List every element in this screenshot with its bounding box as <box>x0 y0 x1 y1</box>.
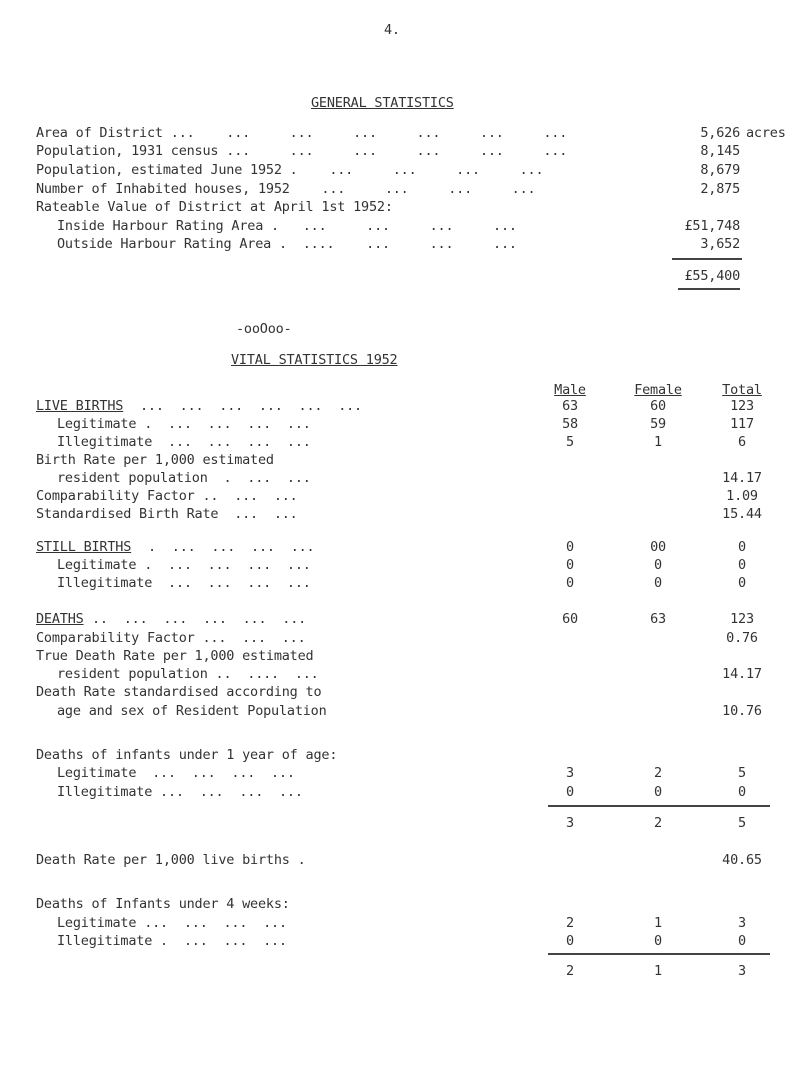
population-1952-label: Population, estimated June 1952 . ... ... ... ... <box>36 162 544 178</box>
death-comparability-label: Comparability Factor ... ... ... <box>36 630 306 646</box>
live-legitimate-total: 117 <box>730 416 754 432</box>
deaths-dots: .. ... ... ... ... ... <box>92 611 307 627</box>
infant-deaths-4wk-heading: Deaths of Infants under 4 weeks: <box>36 896 290 912</box>
true-death-rate-value: 14.17 <box>722 666 762 682</box>
birth-rate-value: 14.17 <box>722 470 762 486</box>
outside-harbour-value: 3,652 <box>700 236 740 252</box>
live-illegitimate-female: 1 <box>654 434 662 450</box>
infant-1yr-total-male: 3 <box>566 815 574 831</box>
infant-4wk-illegitimate-label: Illegitimate . ... ... ... <box>57 933 287 949</box>
still-illegitimate-total: 0 <box>738 575 746 591</box>
standardised-death-rate-label-2: age and sex of Resident Population <box>57 703 327 719</box>
infant-4wk-legitimate-male: 2 <box>566 915 574 931</box>
infant-1yr-total-female: 2 <box>654 815 662 831</box>
live-illegitimate-total: 6 <box>738 434 746 450</box>
standardised-death-rate-label-1: Death Rate standardised according to <box>36 684 322 700</box>
live-legitimate-female: 59 <box>650 416 666 432</box>
standardised-birth-rate-label: Standardised Birth Rate ... ... <box>36 506 298 522</box>
still-legitimate-label: Legitimate . ... ... ... ... <box>57 557 311 573</box>
still-illegitimate-label: Illegitimate ... ... ... ... <box>57 575 311 591</box>
houses-label: Number of Inhabited houses, 1952 ... ... ... ... <box>36 181 536 197</box>
column-total: Total <box>722 382 762 398</box>
total-rule <box>678 288 740 290</box>
population-1931-value: 8,145 <box>700 143 740 159</box>
still-births-male: 0 <box>566 539 574 555</box>
infant-4wk-legitimate-total: 3 <box>738 915 746 931</box>
outside-harbour-label: Outside Harbour Rating Area . .... ... ... ... <box>57 236 517 252</box>
birth-rate-label-1: Birth Rate per 1,000 estimated <box>36 452 274 468</box>
infant-1yr-legitimate-label: Legitimate ... ... ... ... <box>57 765 295 781</box>
infant-4wk-illegitimate-female: 0 <box>654 933 662 949</box>
infant-4wk-legitimate-female: 1 <box>654 915 662 931</box>
still-births-total: 0 <box>738 539 746 555</box>
live-births-female: 60 <box>650 398 666 414</box>
column-female: Female <box>634 382 682 398</box>
infant-1yr-illegitimate-total: 0 <box>738 784 746 800</box>
still-births-female: 00 <box>650 539 666 555</box>
still-legitimate-total: 0 <box>738 557 746 573</box>
infant-4wk-legitimate-label: Legitimate ... ... ... ... <box>57 915 287 931</box>
still-illegitimate-female: 0 <box>654 575 662 591</box>
infant-1yr-legitimate-female: 2 <box>654 765 662 781</box>
deaths-male: 60 <box>562 611 578 627</box>
true-death-rate-label-1: True Death Rate per 1,000 estimated <box>36 648 314 664</box>
live-births-dots: ... ... ... ... ... ... <box>140 398 362 414</box>
population-1952-value: 8,679 <box>700 162 740 178</box>
birth-comparability-value: 1.09 <box>726 488 758 504</box>
infant-death-rate-value: 40.65 <box>722 852 762 868</box>
still-legitimate-female: 0 <box>654 557 662 573</box>
still-births-heading: STILL BIRTHS <box>36 539 132 555</box>
infant-1yr-illegitimate-label: Illegitimate ... ... ... ... <box>57 784 303 800</box>
rateable-total: £55,400 <box>684 268 740 284</box>
population-1931-label: Population, 1931 census ... ... ... ... ... ... <box>36 143 568 159</box>
standardised-death-rate-value: 10.76 <box>722 703 762 719</box>
infant-1yr-illegitimate-male: 0 <box>566 784 574 800</box>
inside-harbour-value: £51,748 <box>684 218 740 234</box>
rateable-value-label: Rateable Value of District at April 1st 1952: <box>36 199 393 215</box>
live-legitimate-male: 58 <box>562 416 578 432</box>
vital-statistics-title: VITAL STATISTICS 1952 <box>231 352 398 368</box>
inside-harbour-label: Inside Harbour Rating Area . ... ... ... ... <box>57 218 517 234</box>
houses-value: 2,875 <box>700 181 740 197</box>
birth-rate-label-2: resident population . ... ... <box>57 470 311 486</box>
subtotal-rule <box>672 258 742 260</box>
area-value: 5,626 <box>700 125 740 141</box>
still-legitimate-male: 0 <box>566 557 574 573</box>
birth-comparability-label: Comparability Factor .. ... ... <box>36 488 298 504</box>
still-illegitimate-male: 0 <box>566 575 574 591</box>
infant-deaths-1yr-heading: Deaths of infants under 1 year of age: <box>36 747 338 763</box>
column-male: Male <box>554 382 586 398</box>
live-illegitimate-label: Illegitimate ... ... ... ... <box>57 434 311 450</box>
page-number: 4. <box>384 22 400 38</box>
live-births-male: 63 <box>562 398 578 414</box>
standardised-birth-rate-value: 15.44 <box>722 506 762 522</box>
infant-4wk-total-female: 1 <box>654 963 662 979</box>
general-statistics-title: GENERAL STATISTICS <box>311 95 454 111</box>
infant-1yr-legitimate-total: 5 <box>738 765 746 781</box>
live-legitimate-label: Legitimate . ... ... ... ... <box>57 416 311 432</box>
infant-1yr-legitimate-male: 3 <box>566 765 574 781</box>
deaths-heading: DEATHS <box>36 611 84 627</box>
live-births-heading: LIVE BIRTHS <box>36 398 124 414</box>
separator: -ooOoo- <box>236 321 292 337</box>
infant-1yr-total-total: 5 <box>738 815 746 831</box>
deaths-female: 63 <box>650 611 666 627</box>
infant-1yr-rule <box>548 805 770 807</box>
infant-4wk-illegitimate-total: 0 <box>738 933 746 949</box>
still-births-dots: . ... ... ... ... <box>148 539 315 555</box>
live-births-total: 123 <box>730 398 754 414</box>
area-label: Area of District ... ... ... ... ... ... ... <box>36 125 568 141</box>
live-illegitimate-male: 5 <box>566 434 574 450</box>
infant-4wk-total-male: 2 <box>566 963 574 979</box>
deaths-total: 123 <box>730 611 754 627</box>
death-comparability-value: 0.76 <box>726 630 758 646</box>
infant-4wk-illegitimate-male: 0 <box>566 933 574 949</box>
true-death-rate-label-2: resident population .. .... ... <box>57 666 319 682</box>
infant-1yr-illegitimate-female: 0 <box>654 784 662 800</box>
infant-4wk-total-total: 3 <box>738 963 746 979</box>
infant-4wk-rule <box>548 953 770 955</box>
area-unit: acres <box>746 125 786 141</box>
infant-death-rate-label: Death Rate per 1,000 live births . <box>36 852 306 868</box>
